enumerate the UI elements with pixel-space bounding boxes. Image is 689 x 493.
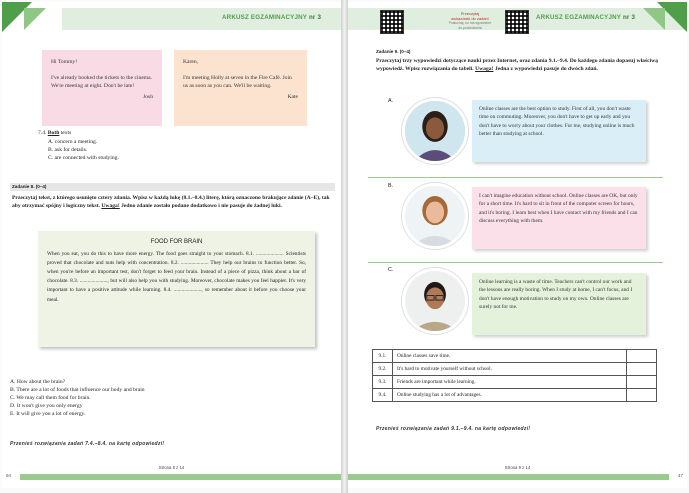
- header-title: ARKUSZ EGZAMINACYJNY nr 3: [536, 14, 636, 21]
- page-number: 47: [677, 473, 683, 478]
- opinion-a-label: A.: [388, 98, 394, 104]
- table-row: 9.3. Friends are important while learning.: [373, 376, 657, 389]
- left-page: [2, 2, 341, 488]
- answer-cell[interactable]: [627, 363, 657, 376]
- note-signature: Josh: [143, 94, 153, 101]
- note-greeting: Karen,: [183, 59, 199, 65]
- question-7-4-options: [48, 139, 119, 163]
- note-body: I've already booked the tickets to the cinema. We're meeting at eight. Don't be late!: [51, 75, 153, 90]
- footer-bar: [348, 474, 669, 480]
- transfer-answers-instruction: Przenieś rozwiązania zadań 9.1.–9.4. na kartę odpowiedzi!: [376, 426, 531, 432]
- option-a: A. concern a meeting.: [48, 139, 98, 145]
- table-row: 9.1. Online classes save time.: [373, 350, 657, 363]
- note-body: I'm meeting Holly at seven in the Fire Café. Join us as soon as you can. We'll be waiting.: [183, 75, 292, 90]
- task-8-instruction: Przeczytaj tekst, z którego usunięto cztery zdania. Wpisz w każdą lukę (8.1.–8.4.) literę, którą oznaczono brakujące zdanie (A–E), tak aby otrzymać spójny i logiczny tekst. Uwaga! Jedno zdanie zostało podane dodatkowo i nie pasuje do żadnej luki.: [12, 195, 330, 209]
- option-a: A. How about the brain?: [10, 379, 66, 385]
- table-row: 9.4. Online studying has a lot of advantages.: [373, 389, 657, 402]
- table-row: 9.2. It's hard to motivate yourself without school.: [373, 363, 657, 376]
- answer-table: [372, 349, 657, 402]
- article-box: [38, 231, 315, 347]
- opinion-c-label: C.: [388, 267, 394, 273]
- separator: [368, 262, 663, 263]
- message-note-kate: [174, 50, 307, 126]
- book-gutter: [341, 0, 348, 493]
- option-b: B. There are a lot of foods that influence our body and brain: [10, 386, 145, 393]
- qr-code-icon[interactable]: [380, 10, 404, 34]
- option-c: C. are connected with studying.: [48, 154, 119, 161]
- man-glasses-photo-icon: [402, 268, 468, 334]
- qr-code-icon[interactable]: [505, 10, 529, 34]
- option-b: B. ask for details.: [48, 146, 88, 153]
- right-page: [348, 2, 687, 488]
- note-signature: Kate: [287, 94, 298, 101]
- corner-triangle-icon: [643, 8, 665, 30]
- message-note-josh: [42, 50, 162, 126]
- separator: [368, 177, 663, 178]
- option-c: C. We may call them food for brain.: [10, 394, 91, 401]
- qr-note: Przeczytaj wskazówki do zadań! Posłuchaj, co ma egzaminer do powiedzenia: [448, 11, 492, 30]
- option-e: E. It will give you a lot of energy.: [10, 410, 86, 417]
- option-d: D. It won't give you only energy: [10, 402, 83, 409]
- opinion-b-bubble: I can't imagine education without school. Online classes are OK, but only for a short time. It's hard to sit in front of the computer screen for hours, and it's boring. I learn best when I have contact with my friends and I can discuss everything with them.: [472, 187, 646, 249]
- opinion-b-label: B.: [388, 183, 394, 189]
- woman-pointing-photo-icon: [402, 183, 468, 249]
- woman-photo-icon: [402, 98, 468, 164]
- note-greeting: Hi Tommy!: [51, 59, 78, 65]
- page-footer: Strona 8 z 14: [158, 465, 185, 470]
- question-7-4: 7.4. Both texts: [38, 130, 72, 136]
- answer-cell[interactable]: [627, 376, 657, 389]
- article-title: FOOD FOR BRAIN: [150, 239, 203, 245]
- opinion-c-bubble: Online learning is a waste of time. Teachers can't control our work and the lessons are really boring. When I study at home, I can't focus, and I don't have enough motivation to study on my own. Online classes are surely not for me.: [472, 273, 646, 335]
- transfer-answers-instruction: Przenieś rozwiązania zadań 7.4.–8.4. na kartę odpowiedzi!: [10, 441, 165, 447]
- corner-triangle-icon: [24, 8, 46, 30]
- task-8-label: Zadanie 8. (0–4): [10, 183, 335, 191]
- header-title: ARKUSZ EGZAMINACYJNY nr 3: [222, 14, 322, 21]
- page-number: 94: [6, 473, 12, 478]
- task-8-options: [10, 379, 145, 419]
- footer-bar: [20, 474, 341, 480]
- answer-cell[interactable]: [627, 350, 657, 363]
- opinion-a-bubble: Online classes are the best option to study. First of all, you don't waste time on commuting. Moreover, you don't have to get up early and you don't have to worry about your clothes. For me, studying online is much better than studying at school.: [472, 100, 646, 162]
- answer-cell[interactable]: [627, 389, 657, 402]
- page-footer: Strona 9 z 14: [504, 465, 531, 470]
- task-9-label: Zadanie 9. (0–4): [376, 49, 411, 54]
- article-text: When you eat, you do this to have more energy. The food goes straight to your stomach. 8.1. ..................... Scientists proved that chocolate and nuts help with concentration. 8.2. ..................... They help our brains to function better. So, when you're before an important test, don't forget to feed your brain. Instead of a piece of pizza, think about a bar of chocolate. 8.3. ....................., but will also help you with studying. Moreover, chocolate makes you feel happier. It's very important to have a positive attitude while learning. 8.4. ....................., so remember about it before you choose your meal.: [47, 251, 306, 303]
- task-9-instruction: Przeczytaj trzy wypowiedzi dotyczące nauki przez Internet, oraz zdania 9.1.–9.4. Do każdego zdania dopasuj właściwą wypowiedź. Wpisz rozwiązania do tabeli. Uwaga! Jedna z wypowiedzi pasuje do dwóch zdań.: [376, 58, 658, 72]
